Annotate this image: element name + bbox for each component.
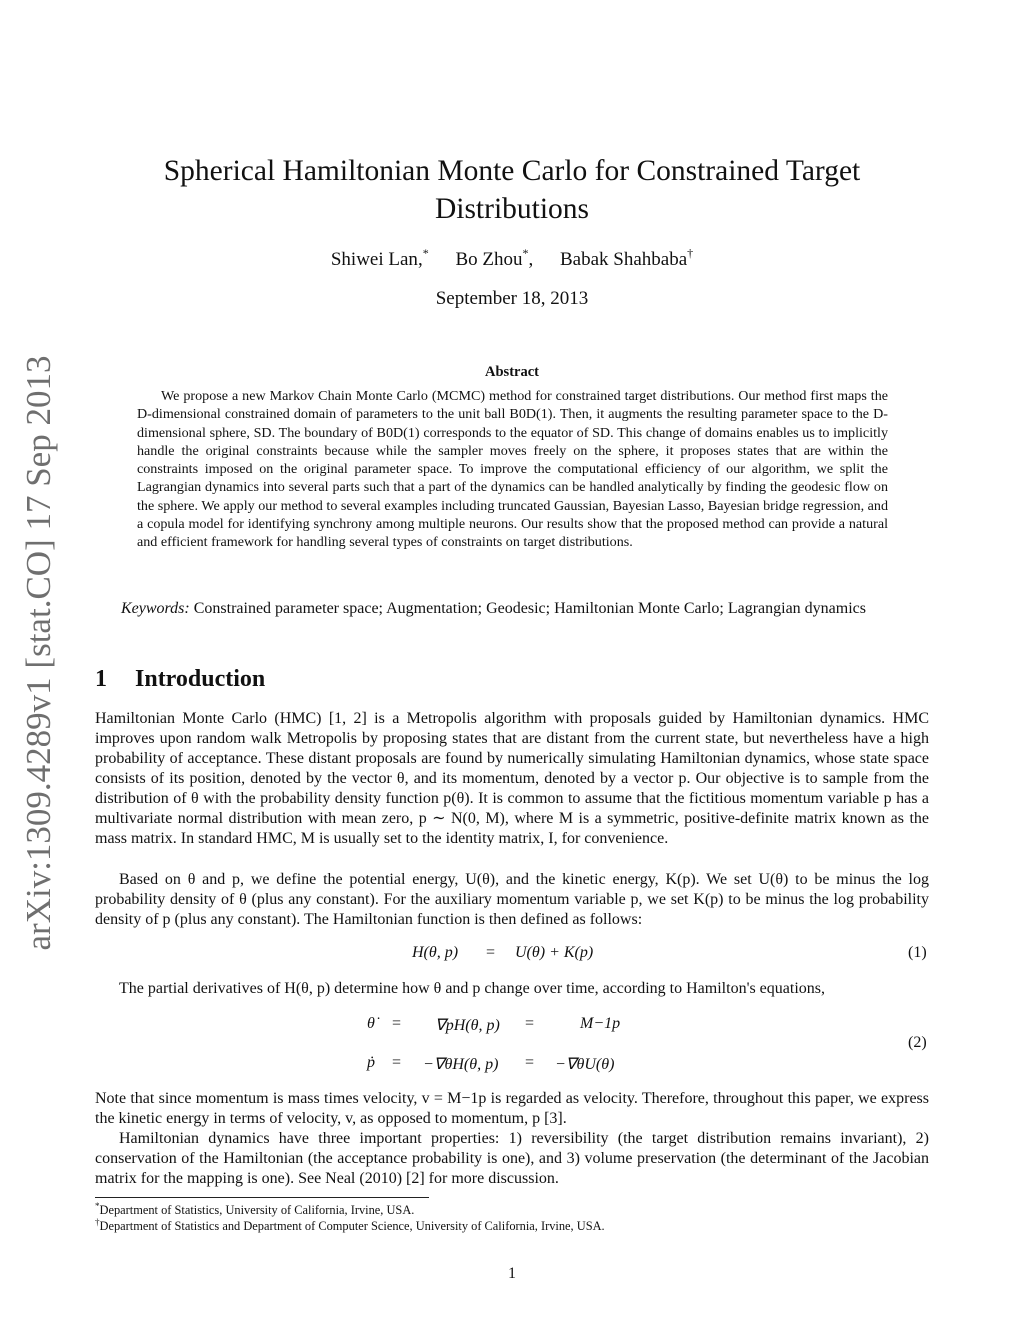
paragraph-5: Hamiltonian dynamics have three important properties: 1) reversibility (the target distribution remains invariant), 2) conservation of the Hamiltonian (the acceptance probability is one), and 3) volume preservation (the determinant of the Jacobian matrix for the mapping is one). See Neal (2010) [2] for more discussion. xyxy=(95,1130,929,1187)
footnote-mark: † xyxy=(95,1217,100,1227)
footnote-rule xyxy=(95,1197,429,1198)
footnote-text: Department of Statistics and Department of Computer Science, University of California, Irvine, USA. xyxy=(99,1219,605,1233)
paragraph-4: Note that since momentum is mass times velocity, v = M−1p is regarded as velocity. Therefore, throughout this paper, we express the kinetic energy in terms of velocity, v, as opposed to momentum, p [3]. xyxy=(95,1090,929,1127)
section-number: 1 xyxy=(95,666,107,692)
eq2-row1-mid: ∇pH(θ, p) xyxy=(435,1017,500,1034)
author-list xyxy=(150,246,874,271)
affiliation-mark: * xyxy=(422,246,429,260)
footnote-mark: * xyxy=(95,1201,100,1211)
eq2-row2-lhs: ṗ xyxy=(367,1054,375,1071)
eq1-label: (1) xyxy=(908,944,927,961)
eq2-row2-mid: −∇θH(θ, p) xyxy=(423,1056,499,1073)
section-title: Introduction xyxy=(135,666,266,692)
author-name: Shiwei Lan xyxy=(330,249,418,270)
abstract-text: We propose a new Markov Chain Monte Carlo (MCMC) method for constrained target distributions. Our method first maps the D-dimensional constrained domain of parameters to the unit ball B0D(1). Then, it augments the resulting parameter space to the D-dimensional sphere, SD. The boundary of B0D(1) corresponds to the equator of SD. This change of domains enables us to implicitly handle the original constraints because while the sampler moves freely on the sphere, it proposes states that are within the constraints imposed on the original parameter space. To improve the computational efficiency of our algorithm, we split the Lagrangian dynamics into several parts such that a part of the dynamics can be handled analytically by finding the geodesic flow on the sphere. We apply our method to several examples including truncated Gaussian, Bayesian Lasso, Bayesian bridge regression, and a copula model for identifying synchrony among multiple neurons. Our results show that the proposed method can provide a natural and efficient framework for handling several types of constraints on target distributions. xyxy=(137,388,888,551)
author-name: Bo Zhou xyxy=(455,249,523,270)
page-number: 1 xyxy=(508,1265,516,1282)
keywords-text: Constrained parameter space; Augmentation; Geodesic; Hamiltonian Monte Carlo; Lagrangian dynamics xyxy=(193,600,866,617)
keywords-label: Keywords: xyxy=(121,600,190,617)
arxiv-id-text: arXiv:1309.4289v1 [stat.CO] 17 Sep 2013 xyxy=(19,355,58,950)
abstract-heading: Abstract xyxy=(485,364,539,380)
paragraph-3: The partial derivatives of H(θ, p) determine how θ and p change over time, according to Hamilton's equations, xyxy=(119,980,825,997)
footnote-2 xyxy=(95,1217,605,1234)
paragraph-1: Hamiltonian Monte Carlo (HMC) [1, 2] is a Metropolis algorithm with proposals guided by Hamiltonian dynamics. HMC improves upon random walk Metropolis by proposing states that are distant from the current state, but nevertheless have a high probability of acceptance. These distant proposals are found by numerically simulating Hamiltonian dynamics, whose state space consists of its position, denoted by the vector θ, and its momentum, denoted by a vector p. Our objective is to sample from the distribution of θ with the probability density function p(θ). It is common to assume that the fictitious momentum variable p has a multivariate normal distribution with mean zero, p ∼ N(0, M), where M is a symmetric, positive-definite matrix known as the mass matrix. In standard HMC, M is usually set to the identity matrix, I, for convenience. xyxy=(95,710,929,847)
keywords xyxy=(95,598,929,619)
author-1: Shiwei Lan,* xyxy=(330,246,429,270)
eq2-label: (2) xyxy=(908,1034,927,1051)
author-3 xyxy=(560,246,693,271)
eq1-op: = xyxy=(486,944,496,961)
paragraph-2: Based on θ and p, we define the potential energy, U(θ), and the kinetic energy, K(p). We set U(θ) to be minus the log probability density of θ (plus any constant). For the auxiliary momentum variable p, we set K(p) to be minus the log probability density of p (plus any constant). The Hamiltonian function is then defined as follows: xyxy=(95,871,929,928)
author-2: Bo Zhou*, xyxy=(455,246,534,270)
eq2-row2-rhs: −∇θU(θ) xyxy=(555,1056,615,1073)
affiliation-mark: * xyxy=(522,246,529,260)
eq2-row1-op1: = xyxy=(392,1015,402,1032)
eq2-row1-rhs: M−1p xyxy=(580,1015,621,1032)
eq1-lhs: H(θ, p) xyxy=(412,944,459,961)
eq2-row2-op1: = xyxy=(392,1054,402,1071)
eq2-row2-op2: = xyxy=(525,1054,535,1071)
eq1-rhs: U(θ) + K(p) xyxy=(515,944,594,961)
author-name: Babak Shahbaba xyxy=(559,249,688,270)
footnote-1 xyxy=(95,1201,414,1218)
section-heading xyxy=(95,666,265,693)
affiliation-mark: † xyxy=(687,246,694,260)
eq2-row1-lhs: θ̇ xyxy=(367,1015,375,1032)
publication-date: September 18, 2013 xyxy=(435,288,589,309)
footnote-text: Department of Statistics, University of California, Irvine, USA. xyxy=(99,1203,415,1217)
eq2-row1-op2: = xyxy=(525,1015,535,1032)
arxiv-identifier xyxy=(19,355,59,950)
paper-title: Spherical Hamiltonian Monte Carlo for Constrained Target Distributions xyxy=(163,155,861,225)
